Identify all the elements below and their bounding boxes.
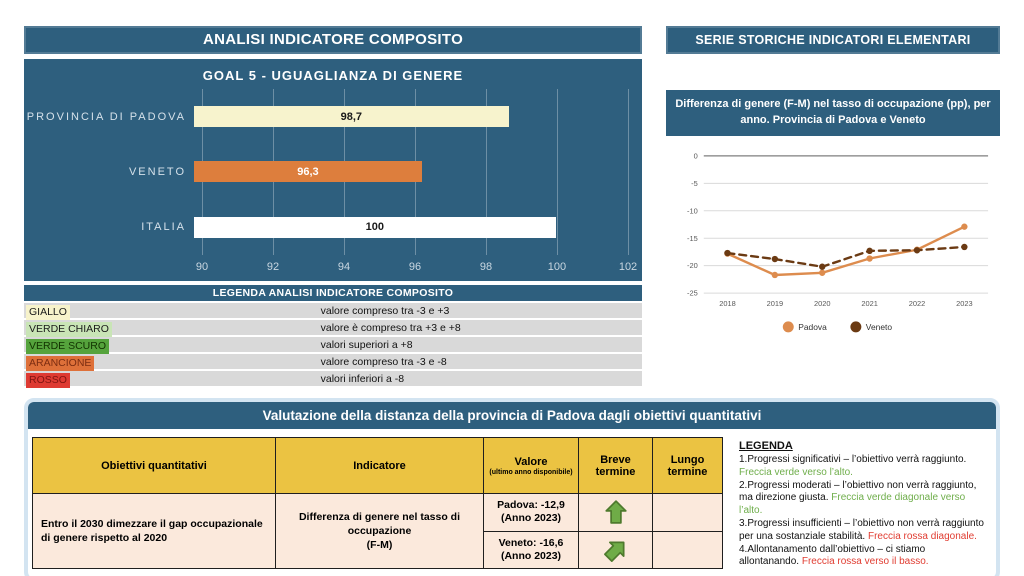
legend-desc: valore compreso tra -3 e -8 [320, 355, 447, 368]
legend-dot-veneto [850, 321, 861, 332]
legend-item-4: 4.Allontanamento dall’obiettivo – ci stiamo allontanando. Freccia rossa verso il basso. [739, 543, 929, 568]
legend-row-verde-scuro [24, 337, 642, 352]
svg-text:-20: -20 [687, 261, 698, 271]
bar-category-label: PROVINCIA DI PADOVA [26, 110, 186, 123]
legend-swatch-arancione: ARANCIONE [26, 356, 94, 371]
line-chart [666, 140, 1000, 356]
col-header-lungo-termine: Lungo termine [653, 438, 723, 494]
objectives-content [28, 429, 996, 576]
svg-text:2019: 2019 [766, 298, 784, 308]
bar-row-padova [24, 106, 642, 127]
legend-note-red: Freccia rossa verso il basso. [801, 556, 929, 568]
bar-row-veneto [24, 161, 642, 182]
x-tick-label: 96 [408, 261, 422, 273]
legend-swatch-giallo: GIALLO [26, 305, 70, 320]
svg-text:-15: -15 [687, 233, 698, 243]
legend-desc: valore compreso tra -3 e +3 [320, 304, 450, 317]
time-series-header: SERIE STORICHE INDICATORI ELEMENTARI [666, 26, 1000, 54]
x-tick-label: 100 [547, 261, 567, 273]
svg-text:2023: 2023 [956, 298, 973, 308]
x-tick-label: 102 [618, 261, 638, 273]
x-tick-label: 98 [479, 261, 493, 273]
svg-text:-25: -25 [687, 288, 698, 298]
time-series-section [666, 26, 1000, 386]
breve-termine-cell-padova [579, 494, 653, 532]
bar-padova: 98,7 [194, 106, 509, 127]
legend-desc: valori inferiori a -8 [320, 372, 405, 385]
bar-chart-title: GOAL 5 - UGUAGLIANZA DI GENERE [202, 68, 464, 83]
value-cell-padova: Padova: -12,9 (Anno 2023) [484, 494, 579, 532]
svg-text:-10: -10 [687, 206, 698, 216]
objective-cell: Entro il 2030 dimezzare il gap occupazionale di genere rispetto al 2020 [33, 494, 276, 569]
series-line-veneto [727, 247, 964, 267]
composite-bar-chart-panel [24, 59, 642, 281]
svg-text:-5: -5 [691, 178, 698, 188]
line-chart-svg [666, 140, 1000, 351]
objectives-section [24, 398, 1000, 576]
legend-item-3: 3.Progressi insufficienti – l’obiettivo non verrà raggiunto per una sostanziale stabilità. Freccia rossa diagonale. [739, 518, 984, 542]
legend-note-green: Freccia verde diagonale verso l’alto. [739, 492, 966, 517]
bar-veneto: 96,3 [194, 161, 422, 182]
bar-category-label: VENETO [128, 165, 186, 178]
legend-desc: valori superiori a +8 [320, 338, 413, 351]
line-chart-subtitle: Differenza di genere (F-M) nel tasso di occupazione (pp), per anno. Provincia di Padova e Veneto [666, 90, 1000, 136]
col-header-breve-termine: Breve termine [579, 438, 653, 494]
table-row [33, 494, 723, 532]
legend-dot-padova [783, 321, 794, 332]
legend-note-green: Freccia verde verso l’alto. [739, 466, 853, 478]
objectives-table [32, 437, 723, 569]
col-header-valore: Valore (ultimo anno disponibile) [484, 438, 579, 494]
legend-note-red: Freccia rossa diagonale. [867, 530, 977, 542]
legend-item-2: 2.Progressi moderati – l’obiettivo non verrà raggiunto, ma direzione giusta. Freccia verde diagonale verso l’alto. [739, 479, 977, 517]
arrow-legend [739, 437, 986, 569]
lungo-termine-cell-veneto [653, 531, 723, 569]
x-tick-label: 94 [337, 261, 351, 273]
svg-text:2020: 2020 [813, 298, 831, 308]
bar-track [194, 106, 628, 127]
legend-desc: valore è compreso tra +3 e +8 [320, 321, 461, 334]
legend-item-1: 1.Progressi significativi – l’obiettivo verrà raggiunto. Freccia verde verso l’alto. [739, 454, 967, 478]
breve-termine-cell-veneto [579, 531, 653, 569]
composite-legend-title: LEGENDA ANALISI INDICATORE COMPOSITO [24, 285, 642, 301]
bar-italia: 100 [194, 217, 556, 238]
bar-row-italia [24, 217, 642, 238]
composite-legend [24, 285, 642, 386]
bar-chart-plot [24, 87, 642, 281]
bar-category-label: ITALIA [141, 221, 186, 234]
legend-row-giallo [24, 303, 642, 318]
bar-rows [24, 89, 642, 255]
legend-row-verde-chiaro [24, 320, 642, 335]
bar-chart-x-axis [195, 261, 638, 279]
legend-swatch-rosso: ROSSO [26, 373, 70, 388]
svg-text:0: 0 [693, 151, 698, 161]
top-section [24, 26, 1000, 386]
svg-text:2021: 2021 [861, 298, 878, 308]
svg-text:Padova: Padova [798, 321, 827, 332]
up-green-arrow-icon [603, 499, 629, 525]
legend-row-arancione [24, 354, 642, 369]
bar-track [194, 161, 628, 182]
objectives-header: Valutazione della distanza della provincia di Padova dagli obiettivi quantitativi [28, 402, 996, 429]
legend-swatch-verde-chiaro: VERDE CHIARO [26, 322, 112, 337]
composite-analysis-header: ANALISI INDICATORE COMPOSITO [24, 26, 642, 54]
indicator-cell: Differenza di genere nel tasso di occupazione (F-M) [276, 494, 484, 569]
value-cell-veneto: Veneto: -16,6 (Anno 2023) [484, 531, 579, 569]
valore-subheader: (ultimo anno disponibile) [489, 468, 573, 476]
bar-track [194, 217, 628, 238]
lungo-termine-cell-padova [653, 494, 723, 532]
diagonal-up-green-arrow-icon [603, 537, 629, 563]
svg-text:2018: 2018 [719, 298, 736, 308]
col-header-indicatore: Indicatore [276, 438, 484, 494]
col-header-obiettivi: Obiettivi quantitativi [33, 438, 276, 494]
table-header-row [33, 438, 723, 494]
x-tick-label: 90 [195, 261, 209, 273]
series-line-padova [727, 227, 964, 275]
composite-indicator-section [24, 26, 642, 386]
arrow-legend-title: LEGENDA [739, 440, 793, 452]
svg-text:2022: 2022 [908, 298, 926, 308]
legend-row-rosso [24, 371, 642, 386]
legend-swatch-verde-scuro: VERDE SCURO [26, 339, 109, 354]
svg-text:Veneto: Veneto [865, 321, 893, 332]
x-tick-label: 92 [266, 261, 280, 273]
